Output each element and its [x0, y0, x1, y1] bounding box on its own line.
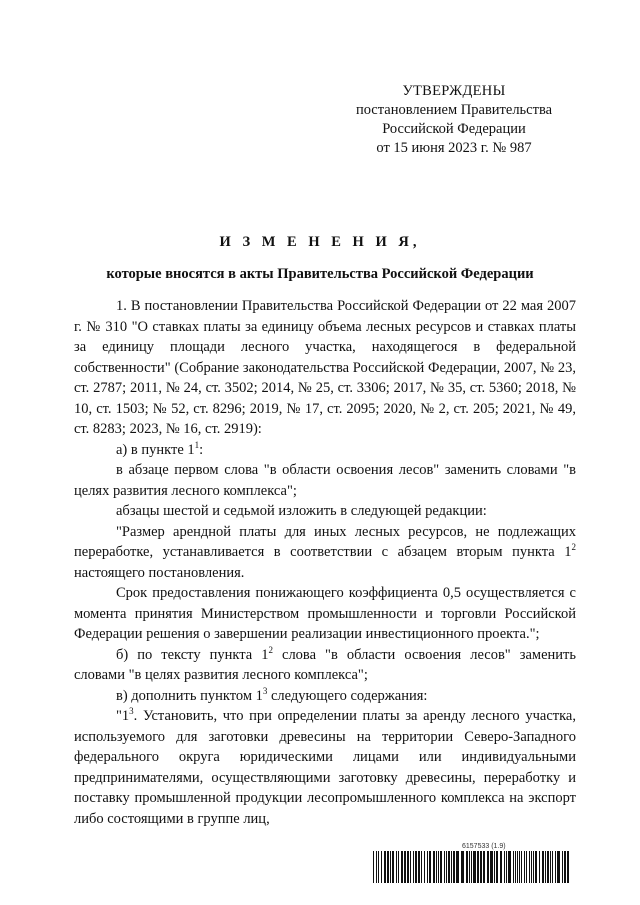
- paragraph-2-text: а) в пункте 1: [116, 441, 195, 458]
- paragraph-8-text: в) дополнить пунктом 1: [116, 687, 263, 704]
- paragraph-5-tail: настоящего постановления.: [74, 564, 245, 581]
- document-heading: [60, 232, 580, 284]
- document-body: [74, 296, 576, 829]
- paragraph-2: [74, 440, 576, 461]
- approval-block: [330, 82, 578, 158]
- approval-line-2: Российской Федерации: [382, 121, 526, 137]
- barcode-icon: [373, 851, 569, 883]
- paragraph-1: 1. В постановлении Правительства Российской Федерации от 22 мая 2007 г. № 310 "О ставках платы за единицу объема лесных ресурсов и ставках платы за единицу площади лесного участка, находящегося в федеральной собственности" (Собрание законодательства Российской Федерации, 2007, № 23, ст. 2787; 2011, № 24, ст. 3502; 2014, № 25, ст. 3306; 2017, № 35, ст. 5360; 2018, № 10, ст. 1503; № 52, ст. 8296; 2019, № 17, ст. 2095; 2020, № 2, ст. 205; 2021, № 49, ст. 8283; 2023, № 16, ст. 2919):: [74, 298, 576, 437]
- paragraph-9: [74, 706, 576, 829]
- superscript: 3: [129, 706, 134, 717]
- heading-title: И З М Е Н Е Н И Я,: [219, 234, 421, 250]
- paragraph-8-tail: следующего содержания:: [267, 687, 428, 704]
- paragraph-9-text: "1: [116, 708, 130, 724]
- paragraph-7-tail: слова "в области освоения лесов" заменить словами "в целях развития лесного комплекса";: [74, 646, 576, 683]
- approval-line-3: от 15 июня 2023 г. № 987: [376, 140, 532, 156]
- paragraph-5-text: "Размер арендной платы для иных лесных ресурсов, не подлежащих переработке, устанавливается в соответствии с абзацем вторым пункта 1: [74, 523, 576, 560]
- paragraph-3: в абзаце первом слова "в области освоения лесов" заменить словами "в целях развития лесного комплекса";: [74, 462, 576, 499]
- paragraph-6: Срок предоставления понижающего коэффициента 0,5 осуществляется с момента принятия Министерством промышленности и торговли Российской Федерации решения о завершении реализации инвестиционного проекта.";: [74, 585, 576, 642]
- heading-subtitle: которые вносятся в акты Правительства Российской Федерации: [106, 266, 534, 282]
- paragraph-5: [74, 522, 576, 584]
- paragraph-8: [74, 686, 576, 707]
- superscript: 1: [194, 439, 200, 450]
- paragraph-9-tail: . Установить, что при определении платы за аренду лесного участка, используемого для заготовки древесины на территории Северо-Западного федерального округа юридическими лицами или индивидуальными предпринимателями, осуществляющими заготовку древесины, переработку и поставку промышленной продукции лесопромышленного комплекса на экспорт либо состоящими в группе лиц,: [74, 708, 576, 827]
- superscript: 2: [268, 644, 273, 655]
- superscript: 2: [571, 542, 576, 553]
- approval-title: УТВЕРЖДЕНЫ: [402, 83, 506, 99]
- paragraph-7-text: б) по тексту пункта 1: [116, 646, 269, 663]
- paragraph-4: абзацы шестой и седьмой изложить в следующей редакции:: [116, 503, 487, 519]
- document-code: 6157533 (1.9): [462, 843, 506, 850]
- paragraph-2-tail: :: [199, 441, 204, 458]
- approval-line-1: постановлением Правительства: [355, 102, 553, 118]
- superscript: 3: [262, 685, 268, 696]
- paragraph-7: [74, 645, 576, 686]
